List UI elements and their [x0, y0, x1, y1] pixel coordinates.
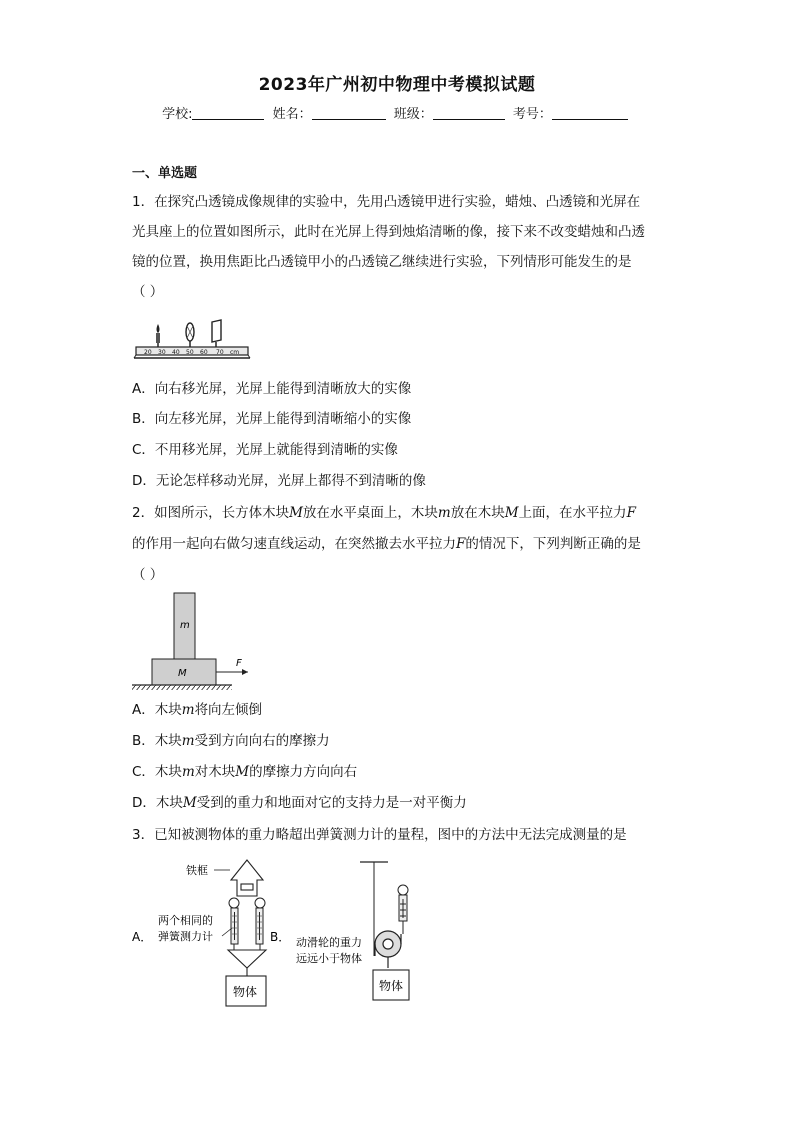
pulley-note-line-2: 远远小于物体	[296, 952, 362, 965]
q1-option-d[interactable]: D．无论怎样移动光屏，光屏上都得不到清晰的像	[132, 473, 426, 489]
iron-frame-icon	[231, 860, 263, 896]
page-title: 2023年广州初中物理中考模拟试题	[258, 75, 536, 95]
spring-scale-right-icon	[255, 898, 265, 950]
measurement-figures	[130, 856, 430, 1012]
spring-scale-b-icon	[398, 885, 408, 934]
q1-stem-line-4: （ ）	[132, 284, 164, 300]
light-screen-icon	[212, 320, 221, 347]
q2-option-c[interactable]: C．木块m对木块M的摩擦力方向向右	[132, 764, 358, 780]
stacked-blocks-figure	[130, 590, 260, 692]
fig-b-option-label: B．	[270, 930, 291, 944]
fig-a-option-label: A．	[132, 930, 153, 944]
pulley-note-line-1: 动滑轮的重力	[296, 936, 362, 949]
school-label: 学校:	[162, 107, 193, 122]
spring-scale-left-icon	[229, 898, 239, 950]
q1-stem-line-2: 光具座上的位置如图所示，此时在光屏上得到烛焰清晰的像，接下来不改变蜡烛和凸透	[132, 224, 645, 240]
q1-option-a[interactable]: A．向右移光屏，光屏上能得到清晰放大的实像	[132, 381, 412, 397]
q2-option-b[interactable]: B．木块m受到方向向右的摩擦力	[132, 733, 330, 749]
q1-option-b[interactable]: B．向左移光屏，光屏上能得到清晰缩小的实像	[132, 411, 412, 427]
q2-stem-line-2: 的作用一起向右做匀速直线运动，在突然撤去水平拉力F的情况下，下列判断正确的是	[132, 536, 641, 552]
ruler-tick-70: 70	[216, 349, 224, 356]
q2-stem-line-3: （ ）	[132, 567, 164, 583]
name-label: 姓名：	[272, 107, 312, 122]
q2-option-a[interactable]: A．木块m将向左倾倒	[132, 702, 263, 718]
ruler-tick-30: 30	[158, 349, 166, 356]
q1-option-c[interactable]: C．不用移光屏，光屏上就能得到清晰的实像	[132, 442, 398, 458]
ruler-unit: cm	[230, 349, 240, 356]
q1-stem-line-3: 镜的位置，换用焦距比凸透镜甲小的凸透镜乙继续进行实验，下列情形可能发生的是	[132, 254, 632, 270]
name-blank[interactable]	[312, 106, 386, 120]
q2-stem-line-1: 2．如图所示，长方体木块M放在水平桌面上，木块m放在木块M上面，在水平拉力F	[132, 505, 636, 521]
convex-lens-icon	[186, 323, 194, 347]
q2-option-d[interactable]: D．木块M受到的重力和地面对它的支持力是一对平衡力	[132, 795, 467, 811]
big-block-label: M	[178, 668, 187, 679]
q1-stem-line-1: 1．在探究凸透镜成像规律的实验中，先用凸透镜甲进行实验，蜡烛、凸透镜和光屏在	[132, 194, 641, 210]
ruler-tick-50: 50	[186, 349, 194, 356]
object-b-label: 物体	[379, 979, 404, 993]
ruler-tick-20: 20	[144, 349, 152, 356]
q3-stem: 3．已知被测物体的重力略超出弹簧测力计的量程，图中的方法中无法完成测量的是	[132, 827, 627, 843]
force-label: F	[236, 658, 242, 669]
small-block-label: m	[180, 620, 190, 631]
section-heading: 一、单选题	[132, 166, 198, 181]
class-blank[interactable]	[433, 106, 505, 120]
movable-pulley-icon	[375, 931, 401, 968]
candle-icon	[156, 324, 160, 347]
spring-scales-label-line-1: 两个相同的	[158, 914, 213, 927]
object-a-label: 物体	[233, 985, 258, 999]
school-blank[interactable]	[192, 106, 264, 120]
table-surface	[132, 685, 232, 690]
student-info-line	[0, 103, 794, 122]
class-label: 班级：	[393, 107, 433, 122]
exam-number-blank[interactable]	[552, 106, 628, 120]
ruler-tick-40: 40	[172, 349, 180, 356]
hanging-bar-icon	[228, 950, 266, 976]
optical-bench-figure	[132, 312, 252, 364]
iron-frame-label: 铁框	[186, 864, 208, 877]
spring-scales-label-line-2: 弹簧测力计	[158, 930, 213, 943]
ruler-tick-60: 60	[200, 349, 208, 356]
exam-number-label: 考号：	[512, 107, 552, 122]
